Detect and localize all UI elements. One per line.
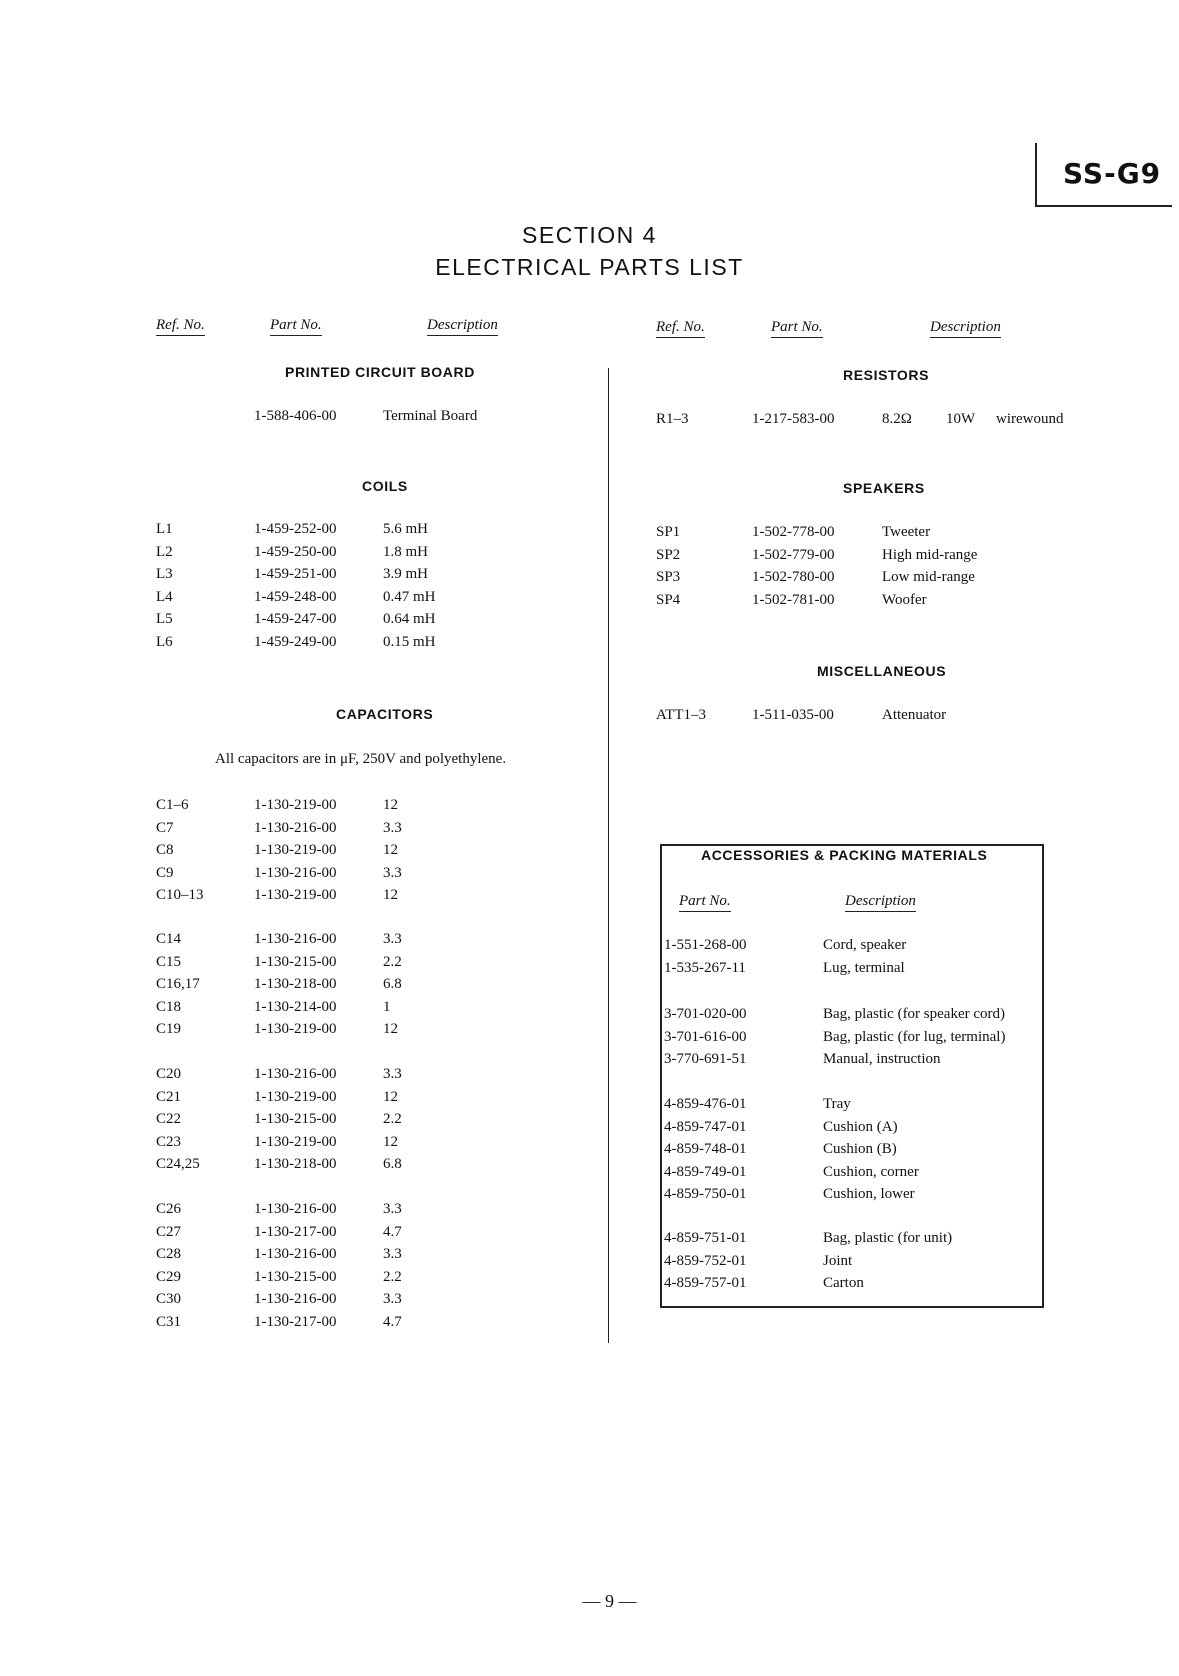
capacitor-value: 1: [383, 998, 391, 1015]
capacitor-part: 1-130-216-00: [254, 819, 337, 836]
speaker-ref: SP3: [656, 569, 681, 585]
speaker-desc: Low mid-range: [882, 569, 975, 585]
capacitor-part: 1-130-216-00: [254, 1291, 337, 1307]
coil-part: 1-459-251-00: [254, 566, 337, 582]
capacitor-value: 3.3: [383, 1246, 402, 1262]
capacitor-ref: C28: [156, 1246, 182, 1262]
capacitor-ref: C15: [156, 953, 182, 970]
capacitor-ref: C21: [156, 1088, 182, 1105]
pcb-section-title: PRINTED CIRCUIT BOARD: [285, 364, 475, 380]
capacitor-ref: C27: [156, 1223, 182, 1240]
capacitor-ref: C30: [156, 1291, 182, 1307]
accessory-desc: Carton: [823, 1275, 864, 1291]
coil-part: 1-459-247-00: [254, 611, 337, 627]
capacitor-part: 1-130-217-00: [254, 1313, 337, 1330]
capacitor-value: 3.3: [383, 1066, 402, 1082]
capacitor-value: 2.2: [383, 1268, 402, 1285]
capacitor-value: 3.3: [383, 1201, 402, 1217]
accessory-part: 4-859-751-01: [664, 1230, 747, 1246]
accessory-desc: Cushion (A): [823, 1118, 898, 1135]
capacitor-part: 1-130-219-00: [254, 1133, 337, 1150]
speaker-desc: Tweeter: [882, 524, 931, 540]
accessory-desc: Bag, plastic (for unit): [823, 1230, 953, 1246]
misc-desc: Attenuator: [882, 707, 947, 723]
speaker-desc: Woofer: [882, 591, 927, 608]
accessory-part: 1-535-267-11: [664, 959, 746, 976]
accessory-part: 4-859-749-01: [664, 1163, 747, 1180]
resistor-watt: 10W: [946, 411, 976, 427]
coil-ref: L2: [156, 543, 173, 560]
capacitor-part: 1-130-215-00: [254, 1268, 337, 1285]
capacitor-ref: C7: [156, 819, 174, 836]
capacitor-part: 1-130-214-00: [254, 998, 337, 1015]
accessory-desc: Tray: [823, 1096, 851, 1112]
capacitor-ref: C22: [156, 1111, 182, 1127]
accessory-part: 4-859-752-01: [664, 1252, 747, 1269]
accessory-part: 1-551-268-00: [664, 937, 747, 953]
accessory-desc: Cushion, corner: [823, 1163, 919, 1180]
model-number: SS-G9: [1063, 157, 1162, 190]
accessory-desc: Cord, speaker: [823, 937, 907, 953]
capacitor-value: 2.2: [383, 1111, 402, 1127]
accessory-desc: Cushion, lower: [823, 1186, 915, 1202]
accessories-title: ACCESSORIES & PACKING MATERIALS: [701, 847, 988, 863]
accessory-desc: Joint: [823, 1252, 853, 1269]
speaker-part: 1-502-780-00: [752, 569, 835, 585]
coil-value: 5.6 mH: [383, 521, 428, 537]
resistor-type: wirewound: [996, 411, 1064, 427]
capacitor-part: 1-130-218-00: [254, 1156, 337, 1172]
section-title: SECTION 4: [522, 222, 657, 248]
coil-part: 1-459-249-00: [254, 633, 337, 650]
capacitor-part: 1-130-216-00: [254, 864, 337, 881]
acc-part-header: Part No.: [679, 893, 731, 912]
coil-value: 3.9 mH: [383, 566, 428, 582]
capacitor-ref: C1–6: [156, 797, 189, 813]
accessory-desc: Bag, plastic (for speaker cord): [823, 1006, 1006, 1022]
capacitor-value: 3.3: [383, 931, 402, 947]
accessory-part: 4-859-748-01: [664, 1141, 747, 1157]
coil-value: 1.8 mH: [383, 543, 428, 560]
coil-part: 1-459-250-00: [254, 543, 337, 560]
coils-section-title: COILS: [362, 478, 408, 494]
capacitor-value: 12: [383, 1133, 398, 1150]
coil-ref: L5: [156, 611, 173, 627]
left-part-header: Part No.: [270, 317, 322, 336]
speaker-ref: SP2: [656, 546, 681, 563]
capacitor-value: 12: [383, 1021, 398, 1037]
coil-value: 0.47 mH: [383, 588, 436, 605]
resistor-part: 1-217-583-00: [752, 411, 835, 427]
accessory-desc: Bag, plastic (for lug, terminal): [823, 1028, 1006, 1045]
capacitor-value: 3.3: [383, 864, 402, 881]
capacitor-part: 1-130-216-00: [254, 1201, 337, 1217]
capacitor-ref: C29: [156, 1268, 182, 1285]
resistor-value: 8.2Ω: [882, 411, 912, 427]
capacitor-value: 2.2: [383, 953, 402, 970]
misc-section-title: MISCELLANEOUS: [817, 663, 947, 679]
resistors-section-title: RESISTORS: [843, 367, 930, 383]
capacitor-part: 1-130-216-00: [254, 1066, 337, 1082]
capacitor-value: 12: [383, 797, 398, 813]
capacitor-ref: C16,17: [156, 976, 200, 992]
speakers-section-title: SPEAKERS: [843, 480, 925, 496]
capacitor-ref: C26: [156, 1201, 182, 1217]
coil-value: 0.64 mH: [383, 611, 436, 627]
coil-part: 1-459-248-00: [254, 588, 337, 605]
capacitor-value: 6.8: [383, 1156, 402, 1172]
accessory-desc: Cushion (B): [823, 1141, 897, 1157]
coil-ref: L1: [156, 521, 173, 537]
coil-ref: L6: [156, 633, 173, 650]
speaker-ref: SP1: [656, 524, 681, 540]
column-divider: [608, 368, 609, 1343]
right-ref-header: Ref. No.: [656, 319, 705, 338]
capacitor-part: 1-130-219-00: [254, 1088, 337, 1105]
pcb-desc: Terminal Board: [383, 408, 478, 424]
capacitor-ref: C23: [156, 1133, 182, 1150]
acc-desc-header: Description: [845, 893, 916, 912]
accessory-part: 3-701-020-00: [664, 1006, 747, 1022]
capacitor-ref: C18: [156, 998, 182, 1015]
capacitor-part: 1-130-217-00: [254, 1223, 337, 1240]
accessory-part: 4-859-757-01: [664, 1275, 747, 1291]
capacitor-value: 6.8: [383, 976, 402, 992]
capacitor-value: 12: [383, 887, 398, 903]
capacitor-value: 12: [383, 842, 398, 858]
capacitor-ref: C31: [156, 1313, 182, 1330]
capacitor-part: 1-130-216-00: [254, 1246, 337, 1262]
misc-part: 1-511-035-00: [752, 707, 834, 723]
accessory-part: 4-859-476-01: [664, 1096, 747, 1112]
capacitor-value: 4.7: [383, 1313, 402, 1330]
capacitor-part: 1-130-219-00: [254, 842, 337, 858]
speaker-desc: High mid-range: [882, 546, 978, 563]
coil-value: 0.15 mH: [383, 633, 436, 650]
capacitor-ref: C9: [156, 864, 174, 881]
capacitor-ref: C24,25: [156, 1156, 200, 1172]
capacitor-part: 1-130-219-00: [254, 797, 337, 813]
coil-ref: L4: [156, 588, 173, 605]
speaker-ref: SP4: [656, 591, 681, 608]
capacitor-value: 4.7: [383, 1223, 402, 1240]
page-title: ELECTRICAL PARTS LIST: [435, 254, 744, 280]
capacitor-ref: C10–13: [156, 887, 204, 903]
speaker-part: 1-502-779-00: [752, 546, 835, 563]
capacitor-value: 3.3: [383, 1291, 402, 1307]
accessory-part: 4-859-747-01: [664, 1118, 747, 1135]
left-ref-header: Ref. No.: [156, 317, 205, 336]
accessory-part: 3-770-691-51: [664, 1051, 747, 1067]
capacitor-value: 3.3: [383, 819, 402, 836]
capacitor-part: 1-130-219-00: [254, 887, 337, 903]
accessory-desc: Lug, terminal: [823, 959, 905, 976]
page-number: — 9 —: [582, 1591, 637, 1611]
capacitor-ref: C20: [156, 1066, 182, 1082]
left-desc-header: Description: [427, 317, 498, 336]
misc-ref: ATT1–3: [656, 707, 706, 723]
capacitor-part: 1-130-215-00: [254, 1111, 337, 1127]
resistor-ref: R1–3: [656, 411, 689, 427]
capacitor-part: 1-130-216-00: [254, 931, 337, 947]
capacitors-section-title: CAPACITORS: [336, 706, 434, 722]
capacitors-note: All capacitors are in μF, 250V and polyethylene.: [215, 751, 507, 767]
right-desc-header: Description: [930, 319, 1001, 338]
pcb-part: 1-588-406-00: [254, 408, 337, 424]
right-part-header: Part No.: [771, 319, 823, 338]
capacitor-part: 1-130-215-00: [254, 953, 337, 970]
capacitor-part: 1-130-219-00: [254, 1021, 337, 1037]
speaker-part: 1-502-778-00: [752, 524, 835, 540]
capacitor-ref: C14: [156, 931, 182, 947]
accessory-desc: Manual, instruction: [823, 1051, 941, 1067]
capacitor-ref: C19: [156, 1021, 182, 1037]
coil-ref: L3: [156, 566, 173, 582]
capacitor-part: 1-130-218-00: [254, 976, 337, 992]
capacitor-ref: C8: [156, 842, 174, 858]
accessory-part: 3-701-616-00: [664, 1028, 747, 1045]
coil-part: 1-459-252-00: [254, 521, 337, 537]
speaker-part: 1-502-781-00: [752, 591, 835, 608]
accessory-part: 4-859-750-01: [664, 1186, 747, 1202]
capacitor-value: 12: [383, 1088, 398, 1105]
